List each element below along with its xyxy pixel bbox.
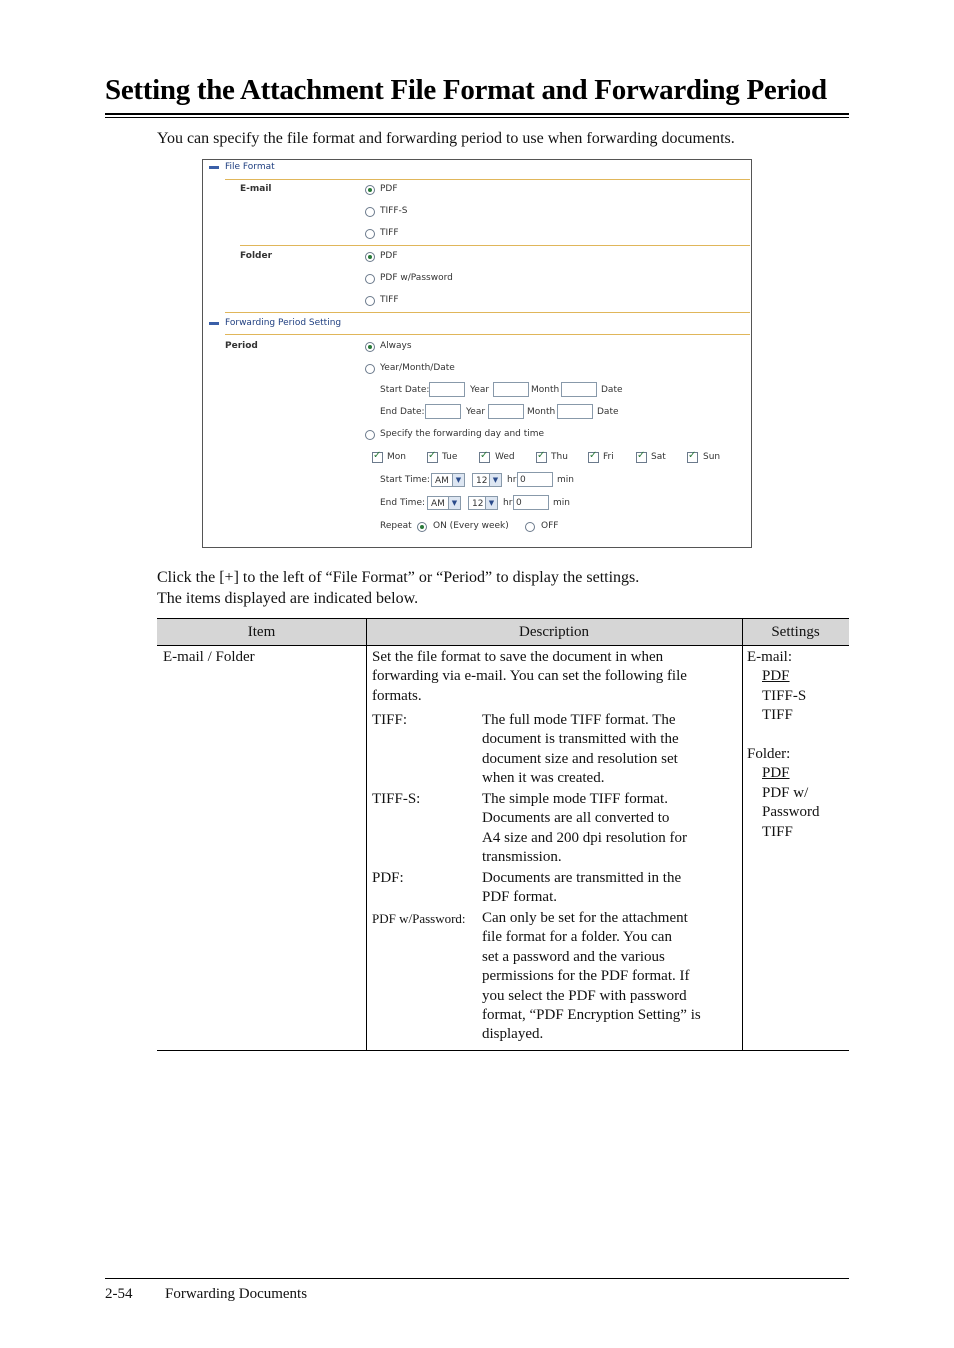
table-header-row: [157, 618, 849, 646]
start-date-input[interactable]: [561, 382, 597, 397]
settings-panel: [202, 159, 752, 548]
description-line: Set the file format to save the document in when: [372, 649, 664, 665]
header-settings: Settings: [771, 624, 820, 640]
email-tiffs-radio[interactable]: [365, 207, 375, 217]
definition-line: file format for a folder. You can: [482, 929, 672, 946]
term-pdf-password: PDF w/Password:: [372, 911, 466, 926]
term-tiff-s-definition: [482, 790, 687, 868]
definition-line: Can only be set for the attachment: [482, 910, 688, 926]
start-month-input[interactable]: [493, 382, 529, 397]
end-min-input[interactable]: 0: [513, 495, 549, 510]
hr-label: hr: [503, 498, 513, 508]
definition-line: permissions for the PDF format. If: [482, 968, 690, 985]
start-min-input[interactable]: 0: [517, 472, 553, 487]
settings-folder-value: TIFF: [762, 823, 793, 840]
header-description: Description: [519, 624, 589, 640]
email-tiffs-label: TIFF-S: [380, 206, 408, 216]
repeat-label: Repeat: [380, 521, 412, 531]
year-label: Year: [466, 407, 486, 417]
start-ampm-select[interactable]: [431, 473, 465, 487]
folder-pdf-radio[interactable]: [365, 252, 375, 262]
period-ymd-label: Year/Month/Date: [380, 363, 455, 373]
repeat-off-label: OFF: [541, 521, 559, 531]
definition-line: The full mode TIFF format. The: [482, 712, 676, 728]
start-ampm-value: AM: [435, 476, 449, 486]
default-value: PDF: [762, 668, 790, 685]
repeat-on-label: ON (Every week): [433, 521, 509, 531]
fri-checkbox[interactable]: [588, 452, 599, 463]
end-date-label: End Date:: [380, 407, 425, 417]
settings-email-value: TIFF-S: [762, 687, 807, 704]
page-title: Setting the Attachment File Format and Forwarding Period: [105, 74, 827, 106]
settings-folder-label: Folder:: [747, 746, 791, 763]
end-time-label: End Time:: [380, 498, 426, 508]
definition-line: when it was created.: [482, 770, 605, 787]
period-always-radio[interactable]: [365, 342, 375, 352]
definition-line: displayed.: [482, 1026, 544, 1043]
section-divider: [225, 312, 750, 313]
settings-folder-default: [747, 764, 820, 783]
term-pdf-definition: [482, 869, 681, 908]
spacer: [747, 726, 820, 745]
thu-label: Thu: [551, 452, 568, 462]
default-value: PDF: [762, 765, 790, 782]
start-year-input[interactable]: [429, 382, 465, 397]
start-hour-select[interactable]: [472, 473, 502, 487]
min-label: min: [557, 475, 574, 485]
email-tiff-radio[interactable]: [365, 229, 375, 239]
sat-label: Sat: [651, 452, 666, 462]
title-rule: [105, 113, 849, 115]
chevron-down-icon: ▼: [485, 497, 497, 509]
description-line: formats.: [372, 687, 422, 704]
repeat-on-radio[interactable]: [417, 522, 427, 532]
end-date-input[interactable]: [557, 404, 593, 419]
folder-pdf-password-radio[interactable]: [365, 274, 375, 284]
date-label: Date: [597, 407, 619, 417]
chevron-down-icon: ▼: [489, 474, 501, 486]
description-line: forwarding via e-mail. You can set the following file: [372, 668, 687, 685]
folder-pdf-password-label: PDF w/Password: [380, 273, 453, 283]
end-year-input[interactable]: [425, 404, 461, 419]
column-divider: [366, 618, 367, 1051]
definition-line: format, “PDF Encryption Setting” is: [482, 1007, 701, 1024]
title-rule-thin: [105, 117, 849, 118]
sun-label: Sun: [703, 452, 721, 462]
end-ampm-select[interactable]: [427, 496, 461, 510]
settings-email-label: E-mail:: [747, 649, 792, 665]
sun-checkbox[interactable]: [687, 452, 698, 463]
period-specify-radio[interactable]: [365, 430, 375, 440]
start-hour-value: 12: [476, 476, 488, 486]
footer-rule: [105, 1278, 849, 1279]
folder-label: Folder: [240, 251, 273, 261]
definition-line: document size and resolution set: [482, 750, 678, 767]
min-label: min: [553, 498, 570, 508]
term-pdf: PDF:: [372, 870, 404, 886]
column-divider: [742, 618, 743, 1051]
email-tiff-label: TIFF: [380, 228, 399, 238]
forwarding-section-title: Forwarding Period Setting: [225, 318, 342, 328]
chevron-down-icon: ▼: [452, 474, 464, 486]
term-tiff-definition: [482, 711, 679, 789]
repeat-off-radio[interactable]: [525, 522, 535, 532]
period-label: Period: [225, 341, 258, 351]
start-time-label: Start Time:: [380, 475, 430, 485]
mon-label: Mon: [387, 452, 406, 462]
wed-label: Wed: [495, 452, 515, 462]
month-label: Month: [527, 407, 556, 417]
mon-checkbox[interactable]: [372, 452, 383, 463]
date-label: Date: [601, 385, 623, 395]
folder-pdf-label: PDF: [380, 251, 398, 261]
section-divider: [225, 334, 750, 335]
intro-text: You can specify the file format and forwarding period to use when forwarding documents.: [157, 130, 735, 147]
settings-email-value: TIFF: [762, 707, 793, 724]
file-format-section-title: File Format: [225, 162, 275, 172]
definition-line: The simple mode TIFF format.: [482, 791, 668, 807]
definition-line: you select the PDF with password: [482, 987, 687, 1004]
instructions-line-2: The items displayed are indicated below.: [157, 590, 419, 607]
term-pdf-password-definition: [482, 909, 701, 1045]
end-hour-value: 12: [472, 499, 484, 509]
tue-checkbox[interactable]: [427, 452, 438, 463]
chevron-down-icon: ▼: [448, 497, 460, 509]
tue-label: Tue: [442, 452, 458, 462]
thu-checkbox[interactable]: [536, 452, 547, 463]
email-label: E-mail: [240, 184, 272, 194]
folder-tiff-radio[interactable]: [365, 296, 375, 306]
start-date-label: Start Date:: [380, 385, 430, 395]
settings-folder-value: PDF w/: [762, 784, 809, 801]
settings-email-default: [747, 667, 820, 686]
page-number: 2-54: [105, 1286, 133, 1302]
term-tiff: TIFF:: [372, 712, 408, 728]
email-pdf-radio[interactable]: [365, 185, 375, 195]
definition-line: set a password and the various: [482, 948, 665, 965]
settings-folder-value: Password: [762, 804, 820, 821]
folder-tiff-label: TIFF: [380, 295, 399, 305]
definition-line: Documents are transmitted in the: [482, 870, 682, 886]
period-ymd-radio[interactable]: [365, 364, 375, 374]
period-specify-label: Specify the forwarding day and time: [380, 429, 545, 439]
definition-line: Documents are all converted to: [482, 810, 670, 827]
hr-label: hr: [507, 475, 517, 485]
definition-line: transmission.: [482, 849, 562, 866]
collapse-minus-icon[interactable]: [209, 166, 219, 169]
section-name: Forwarding Documents: [165, 1286, 308, 1302]
wed-checkbox[interactable]: [479, 452, 490, 463]
definition-line: PDF format.: [482, 889, 557, 906]
end-ampm-value: AM: [431, 499, 445, 509]
instructions-line-1: Click the [+] to the left of “File Format” or “Period” to display the settings.: [157, 569, 640, 586]
item-cell: E-mail / Folder: [163, 649, 255, 665]
email-pdf-label: PDF: [380, 184, 398, 194]
table-bottom-rule: [157, 1050, 849, 1051]
settings-cell: [747, 648, 820, 842]
definition-line: document is transmitted with the: [482, 731, 679, 748]
collapse-minus-icon[interactable]: [209, 322, 219, 325]
period-always-label: Always: [380, 341, 412, 351]
section-divider: [225, 179, 750, 180]
end-hour-select[interactable]: [468, 496, 498, 510]
fri-label: Fri: [603, 452, 614, 462]
end-month-input[interactable]: [488, 404, 524, 419]
definition-line: A4 size and 200 dpi resolution for: [482, 829, 687, 846]
header-item: Item: [247, 624, 276, 640]
sat-checkbox[interactable]: [636, 452, 647, 463]
month-label: Month: [531, 385, 560, 395]
section-divider: [240, 245, 750, 246]
year-label: Year: [470, 385, 490, 395]
description-intro: [372, 648, 687, 706]
term-tiff-s: TIFF-S:: [372, 791, 421, 807]
